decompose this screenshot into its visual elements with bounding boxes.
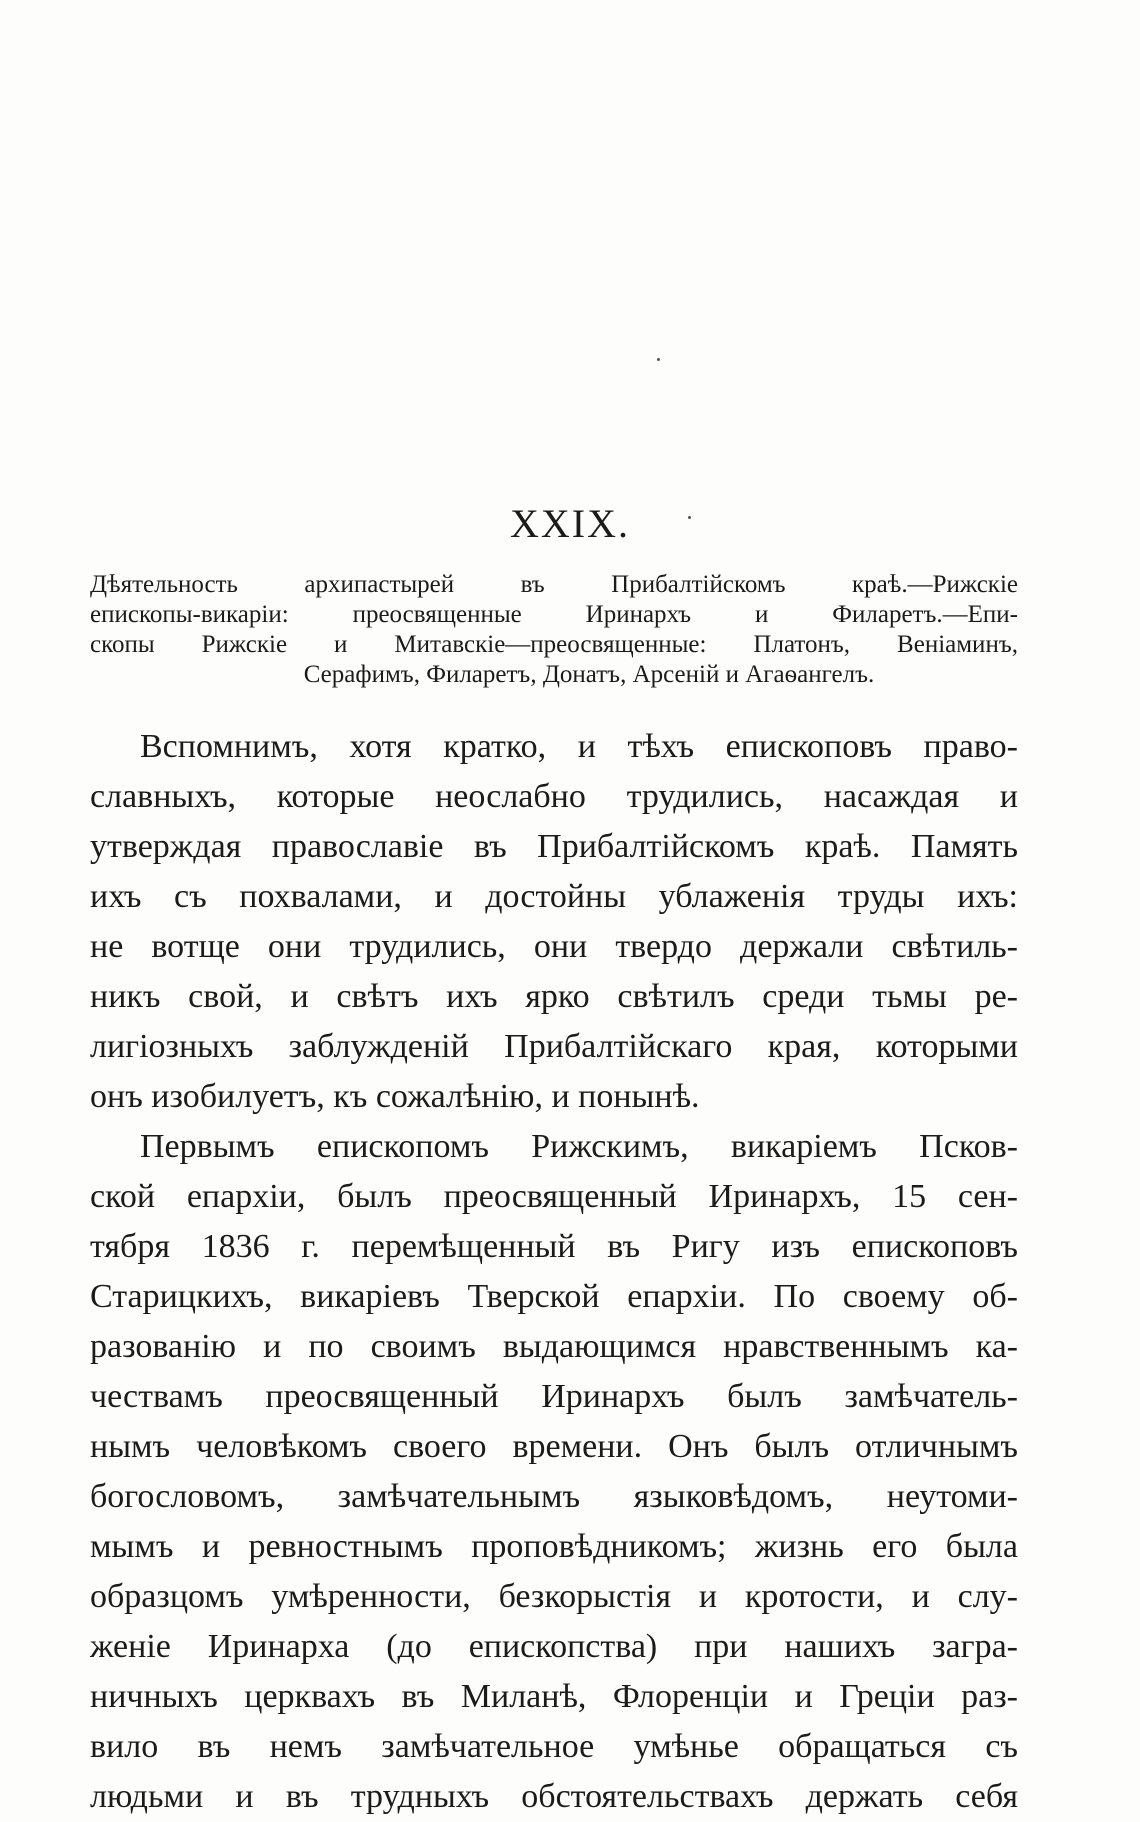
body-line: утверждая православіе въ Прибалтійскомъ краѣ. Память [90,828,1018,865]
body-line: образцомъ умѣренности, безкорыстія и кротости, и слу- [90,1578,1018,1615]
chapter-number: XXIX. [510,501,630,546]
body-line: Вспомнимъ, хотя кратко, и тѣхъ епископовъ право- [140,728,1018,765]
body-line: ской епархіи, былъ преосвященный Иринархъ, 15 сен- [90,1178,1018,1215]
summary-line: епископы-викаріи: преосвященные Иринархъ и Филаретъ.—Епи- [90,601,1018,628]
summary-line: скопы Рижскіе и Митавскіе—преосвященные: Платонъ, Веніаминъ, [90,631,1018,658]
body-line: никъ свой, и свѣтъ ихъ ярко свѣтилъ среди тьмы ре- [90,978,1018,1015]
body-line: Первымъ епископомъ Рижскимъ, викаріемъ Псков- [140,1128,1018,1165]
body-line: мымъ и ревностнымъ проповѣдникомъ; жизнь его была [90,1528,1018,1565]
body-line: славныхъ, которые неослабно трудились, насаждая и [90,778,1018,815]
print-speck [657,358,660,361]
body-line: ничныхъ церквахъ въ Миланѣ, Флоренціи и Греціи раз- [90,1678,1018,1715]
body-line: разованію и по своимъ выдающимся нравственнымъ ка- [90,1328,1018,1365]
chapter-summary [90,570,1018,690]
body-line: лигіозныхъ заблужденій Прибалтійскаго края, которыми [90,1028,1018,1065]
body-line: богословомъ, замѣчательнымъ языковѣдомъ, неутоми- [90,1478,1018,1515]
body-line: вило въ немъ замѣчательное умѣнье обращаться съ [90,1728,1018,1765]
body-line: нымъ человѣкомъ своего времени. Онъ былъ отличнымъ [90,1428,1018,1465]
body-line: женіе Иринарха (до епископства) при нашихъ загра- [90,1628,1018,1665]
summary-line: Дѣятельность архипастырей въ Прибалтійскомъ краѣ.—Рижскіе [90,571,1018,598]
body-text [90,722,1018,1822]
body-line: онъ изобилуетъ, къ сожалѣнію, и понынѣ. [90,1078,700,1115]
body-line: тября 1836 г. перемѣщенный въ Ригу изъ епископовъ [90,1228,1018,1265]
body-line: ихъ съ похвалами, и достойны ублаженія труды ихъ: [90,878,1018,915]
body-line: не вотще они трудились, они твердо держали свѣтиль- [90,928,1018,965]
body-line: Старицкихъ, викаріевъ Тверской епархіи. По своему об- [90,1278,1018,1315]
summary-line: Серафимъ, Филаретъ, Донатъ, Арсеній и Агаѳангелъ. [303,661,875,688]
body-line: людьми и въ трудныхъ обстоятельствахъ держать себя [90,1778,1018,1815]
body-line: чествамъ преосвященный Иринархъ былъ замѣчатель- [90,1378,1018,1415]
